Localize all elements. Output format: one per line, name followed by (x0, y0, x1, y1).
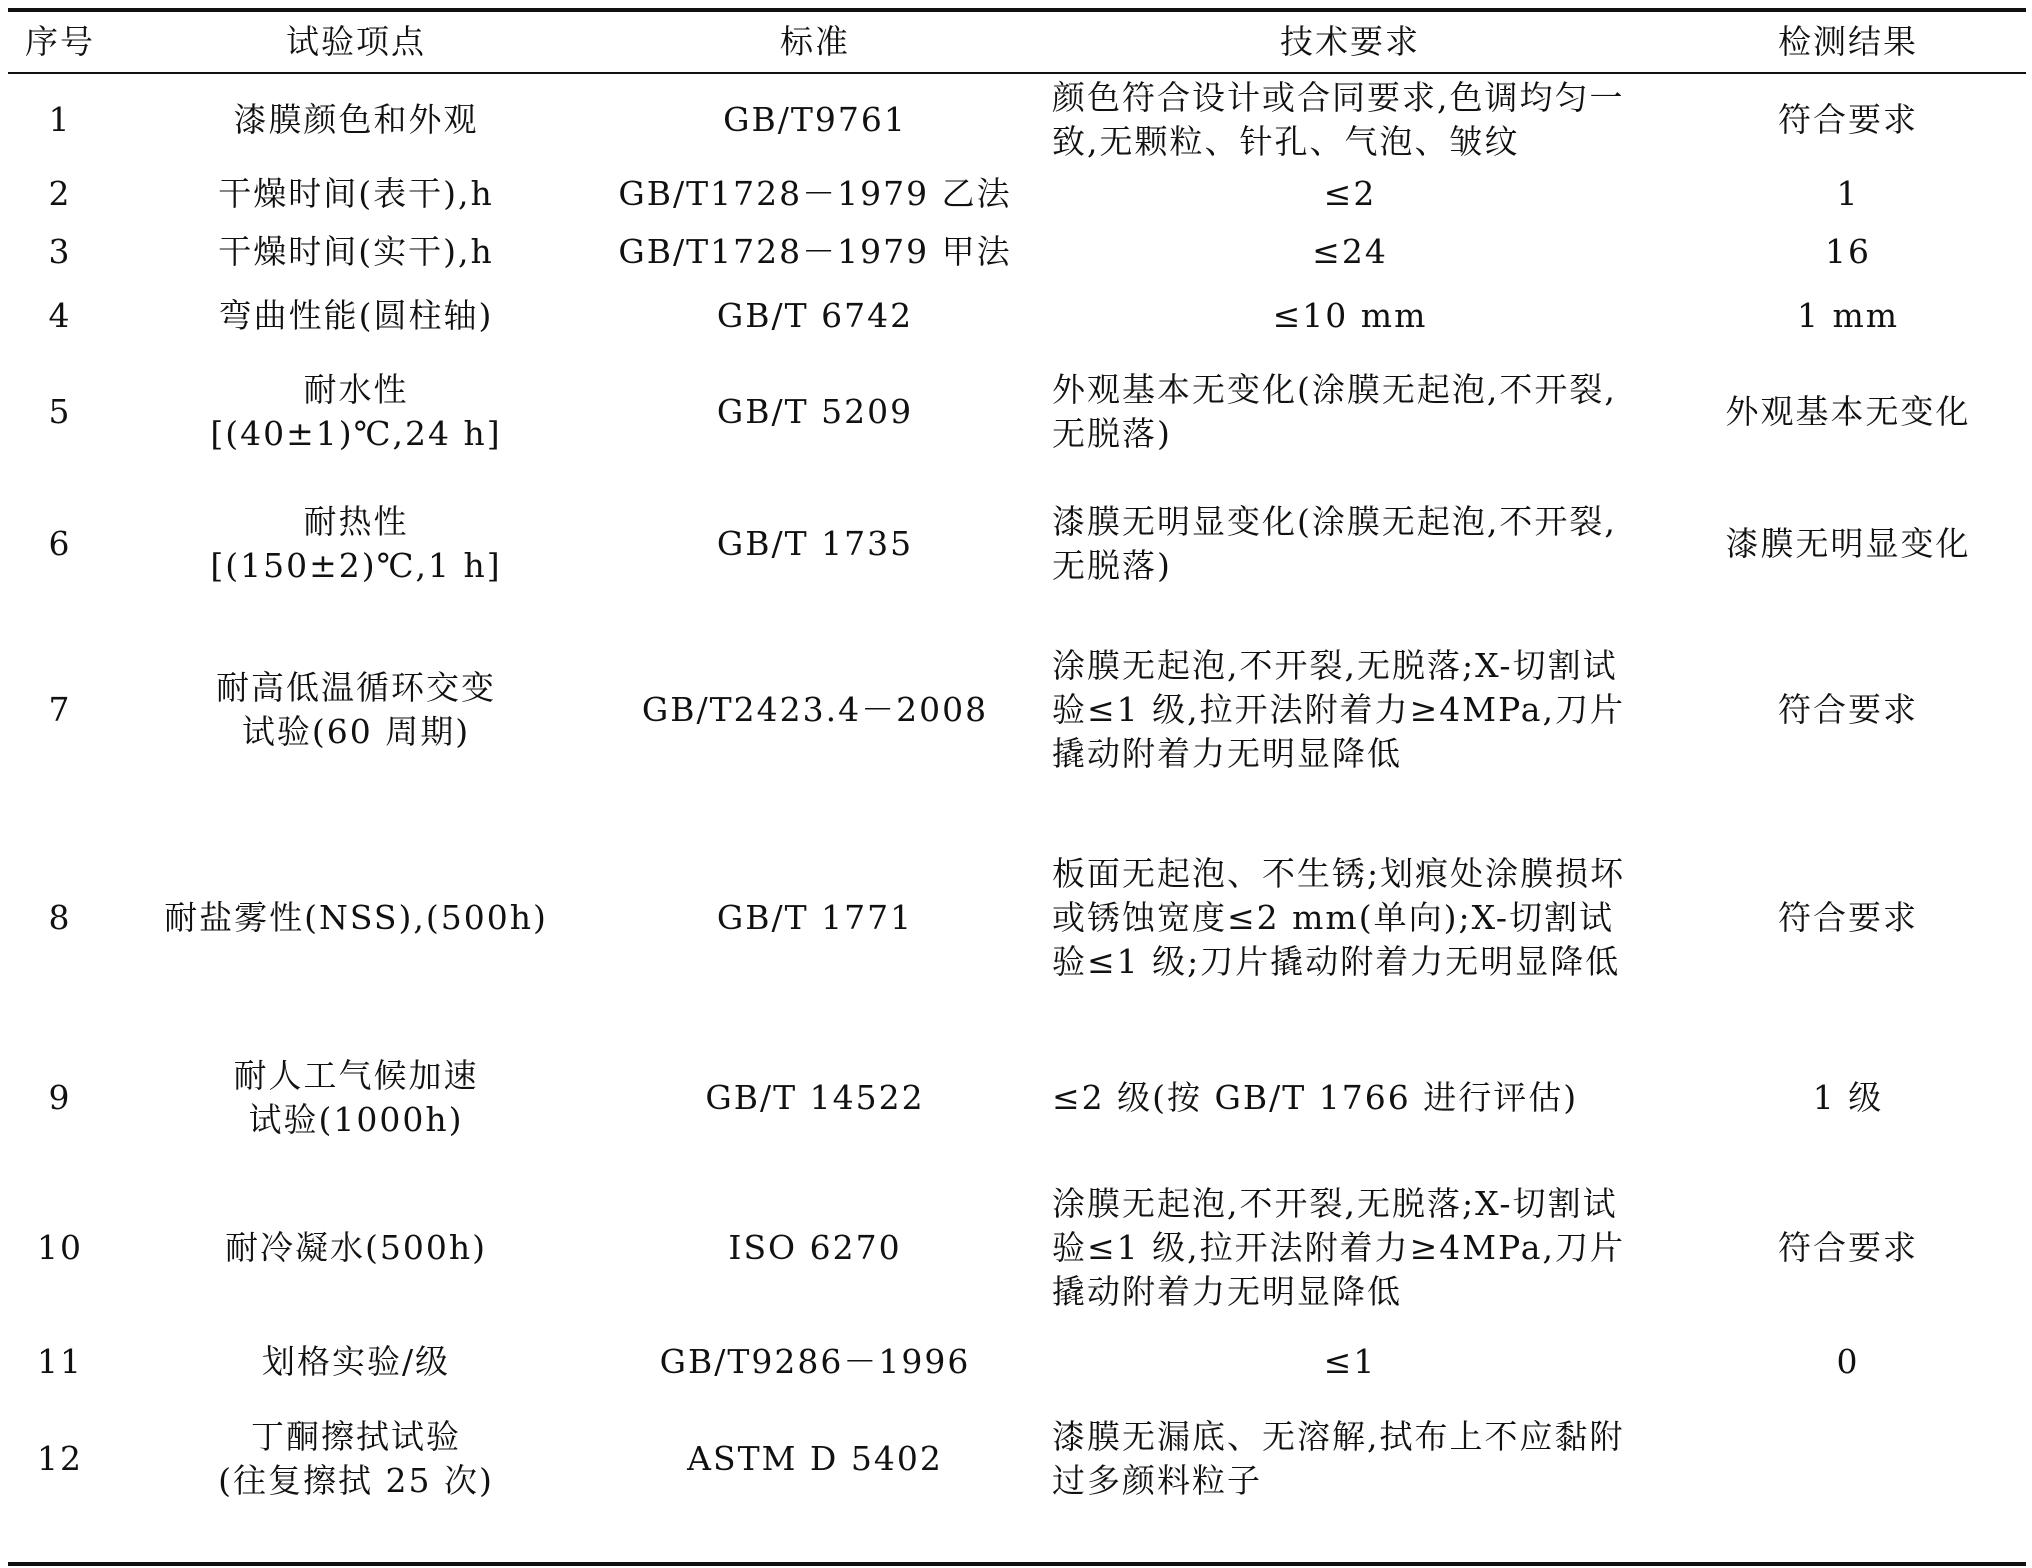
cell-standard-text: GB/T 1771 (716, 898, 914, 937)
cell-test-item (112, 1328, 600, 1396)
cell-test-result-text: 符合要求 (1778, 898, 1918, 937)
cell-test-result (1670, 1168, 2026, 1328)
cell-technical-requirement-line: 漆膜无漏底、无溶解,拭布上不应黏附 (1052, 1417, 1625, 1456)
cell-serial-number-text: 12 (37, 1439, 83, 1478)
cell-serial-number (8, 348, 112, 476)
cell-test-item (112, 808, 600, 1028)
cell-serial-number (8, 1168, 112, 1328)
cell-standard-text: ASTM D 5402 (687, 1439, 943, 1478)
cell-standard (600, 1396, 1030, 1522)
cell-test-result (1670, 284, 2026, 348)
cell-technical-requirement (1030, 168, 1670, 220)
cell-serial-number-text: 5 (48, 392, 72, 431)
cell-serial-number (8, 612, 112, 808)
cell-technical-requirement-line: 无脱落) (1052, 414, 1172, 453)
table-row (8, 808, 2026, 1028)
cell-test-result-text: 0 (1836, 1342, 1860, 1381)
cell-standard (600, 168, 1030, 220)
cell-test-item (112, 476, 600, 612)
cell-test-result-text: 符合要求 (1778, 690, 1918, 729)
cell-test-item (112, 612, 600, 808)
table-header-row (8, 12, 2026, 72)
table-row (8, 72, 2026, 168)
cell-test-result-text: 1 mm (1796, 296, 1900, 335)
cell-test-item-line: 干燥时间(实干),h (218, 232, 494, 271)
cell-technical-requirement-line: ≤10 mm (1272, 296, 1428, 335)
cell-test-result-text: 漆膜无明显变化 (1725, 524, 1971, 563)
cell-test-result-text: 1 (1836, 174, 1860, 213)
header-technical-requirement: 技术要求 (1280, 22, 1420, 61)
cell-test-result-text: 16 (1825, 232, 1871, 271)
cell-standard-text: GB/T2423.4－2008 (641, 690, 989, 729)
cell-standard (600, 476, 1030, 612)
cell-test-item-line: [(40±1)℃,24 h] (210, 414, 502, 453)
cell-standard-text: ISO 6270 (728, 1228, 902, 1267)
cell-technical-requirement (1030, 220, 1670, 284)
cell-serial-number-text: 8 (48, 898, 72, 937)
cell-technical-requirement-line: ≤24 (1312, 232, 1388, 271)
cell-test-item (112, 1028, 600, 1168)
cell-test-item-line: 干燥时间(表干),h (218, 174, 494, 213)
table-row (8, 220, 2026, 284)
cell-standard-text: GB/T9286－1996 (659, 1342, 971, 1381)
table-row (8, 1396, 2026, 1522)
cell-standard (600, 1168, 1030, 1328)
cell-standard-text: GB/T9761 (723, 100, 907, 139)
cell-test-item-line: 耐热性 (303, 502, 409, 541)
cell-test-item (112, 168, 600, 220)
header-standard: 标准 (780, 22, 850, 61)
cell-standard (600, 1028, 1030, 1168)
cell-technical-requirement (1030, 284, 1670, 348)
cell-technical-requirement-line: 板面无起泡、不生锈;划痕处涂膜损坏 (1052, 854, 1626, 893)
cell-test-result-text: 1 级 (1812, 1078, 1884, 1117)
cell-standard-text: GB/T 5209 (716, 392, 914, 431)
cell-technical-requirement (1030, 1168, 1670, 1328)
header-test-item: 试验项点 (286, 22, 426, 61)
cell-test-item-line: 耐高低温循环交变 (216, 668, 496, 707)
cell-serial-number (8, 476, 112, 612)
cell-technical-requirement (1030, 1328, 1670, 1396)
table-row (8, 1168, 2026, 1328)
cell-standard (600, 72, 1030, 168)
cell-standard (600, 284, 1030, 348)
cell-serial-number (8, 72, 112, 168)
table-bottom-rule (8, 1562, 2026, 1566)
cell-standard (600, 348, 1030, 476)
cell-test-item (112, 284, 600, 348)
cell-test-result (1670, 72, 2026, 168)
cell-technical-requirement-line: 过多颜料粒子 (1052, 1461, 1262, 1500)
table-row (8, 1328, 2026, 1396)
cell-test-result (1670, 1328, 2026, 1396)
cell-technical-requirement (1030, 808, 1670, 1028)
cell-technical-requirement-line: 漆膜无明显变化(涂膜无起泡,不开裂, (1052, 502, 1617, 541)
cell-serial-number (8, 1028, 112, 1168)
cell-serial-number (8, 1396, 112, 1522)
cell-technical-requirement-line: 外观基本无变化(涂膜无起泡,不开裂, (1052, 370, 1617, 409)
cell-test-item (112, 1396, 600, 1522)
cell-standard (600, 612, 1030, 808)
cell-technical-requirement-line: 涂膜无起泡,不开裂,无脱落;X-切割试 (1052, 1184, 1618, 1223)
cell-standard-text: GB/T 14522 (705, 1078, 925, 1117)
cell-serial-number (8, 1328, 112, 1396)
cell-test-item (112, 1168, 600, 1328)
table-body (8, 72, 2026, 1522)
cell-standard (600, 220, 1030, 284)
cell-serial-number-text: 10 (37, 1228, 83, 1267)
cell-serial-number-text: 3 (48, 232, 72, 271)
cell-technical-requirement-line: 撬动附着力无明显降低 (1052, 734, 1402, 773)
cell-technical-requirement-line: ≤2 级(按 GB/T 1766 进行评估) (1052, 1078, 1579, 1117)
cell-test-item-line: (往复擦拭 25 次) (218, 1461, 494, 1500)
cell-technical-requirement (1030, 1028, 1670, 1168)
cell-test-item-line: [(150±2)℃,1 h] (210, 546, 502, 585)
cell-serial-number (8, 284, 112, 348)
cell-standard-text: GB/T 6742 (716, 296, 914, 335)
cell-test-result (1670, 348, 2026, 476)
cell-technical-requirement (1030, 612, 1670, 808)
cell-test-result-text: 符合要求 (1778, 1228, 1918, 1267)
cell-technical-requirement-line: 验≤1 级,拉开法附着力≥4MPa,刀片 (1052, 1228, 1625, 1267)
cell-technical-requirement-line: 验≤1 级;刀片撬动附着力无明显降低 (1052, 942, 1621, 981)
cell-test-result-text: 外观基本无变化 (1725, 392, 1971, 431)
cell-test-item (112, 348, 600, 476)
table-row (8, 1028, 2026, 1168)
cell-serial-number-text: 2 (48, 174, 72, 213)
cell-serial-number (8, 220, 112, 284)
cell-test-item-line: 耐人工气候加速 (233, 1056, 479, 1095)
cell-technical-requirement-line: 致,无颗粒、针孔、气泡、皱纹 (1052, 122, 1520, 161)
cell-technical-requirement-line: 验≤1 级,拉开法附着力≥4MPa,刀片 (1052, 690, 1625, 729)
cell-test-result (1670, 1028, 2026, 1168)
cell-serial-number (8, 808, 112, 1028)
cell-test-item-line: 漆膜颜色和外观 (233, 100, 479, 139)
cell-test-result (1670, 808, 2026, 1028)
cell-test-result (1670, 612, 2026, 808)
cell-technical-requirement (1030, 72, 1670, 168)
cell-test-item-line: 划格实验/级 (261, 1342, 451, 1381)
cell-technical-requirement-line: ≤1 (1323, 1342, 1377, 1381)
table-row (8, 168, 2026, 220)
cell-technical-requirement-line: 或锈蚀宽度≤2 mm(单向);X-切割试 (1052, 898, 1615, 937)
cell-test-item-line: 耐冷凝水(500h) (225, 1228, 487, 1267)
cell-serial-number-text: 6 (48, 524, 72, 563)
cell-serial-number-text: 4 (48, 296, 72, 335)
cell-technical-requirement (1030, 476, 1670, 612)
test-results-table (8, 12, 2026, 1522)
cell-serial-number-text: 9 (48, 1078, 72, 1117)
table-row (8, 284, 2026, 348)
cell-serial-number (8, 168, 112, 220)
table-row (8, 348, 2026, 476)
header-test-result: 检测结果 (1778, 22, 1918, 61)
cell-standard (600, 1328, 1030, 1396)
cell-test-item-line: 耐水性 (303, 370, 409, 409)
cell-serial-number-text: 7 (48, 690, 72, 729)
cell-standard-text: GB/T1728－1979 甲法 (618, 232, 1012, 271)
cell-test-item (112, 72, 600, 168)
header-serial-number: 序号 (25, 22, 95, 61)
cell-technical-requirement-line: 颜色符合设计或合同要求,色调均匀一 (1052, 78, 1625, 117)
cell-standard (600, 808, 1030, 1028)
cell-technical-requirement-line: 涂膜无起泡,不开裂,无脱落;X-切割试 (1052, 646, 1618, 685)
cell-technical-requirement (1030, 348, 1670, 476)
cell-test-item-line: 弯曲性能(圆柱轴) (218, 296, 494, 335)
cell-test-result (1670, 476, 2026, 612)
cell-technical-requirement (1030, 1396, 1670, 1522)
cell-test-item (112, 220, 600, 284)
table-row (8, 612, 2026, 808)
cell-test-result (1670, 1396, 2026, 1522)
cell-test-result-text: 符合要求 (1778, 100, 1918, 139)
cell-technical-requirement-line: 撬动附着力无明显降低 (1052, 1272, 1402, 1311)
table-row (8, 476, 2026, 612)
cell-test-result (1670, 220, 2026, 284)
cell-serial-number-text: 11 (37, 1342, 83, 1381)
cell-test-item-line: 试验(1000h) (248, 1100, 464, 1139)
cell-technical-requirement-line: 无脱落) (1052, 546, 1172, 585)
cell-standard-text: GB/T 1735 (716, 524, 914, 563)
cell-test-item-line: 耐盐雾性(NSS),(500h) (164, 898, 548, 937)
cell-technical-requirement-line: ≤2 (1323, 174, 1377, 213)
cell-test-result (1670, 168, 2026, 220)
cell-test-item-line: 丁酮擦拭试验 (251, 1417, 461, 1456)
cell-standard-text: GB/T1728－1979 乙法 (618, 174, 1012, 213)
cell-serial-number-text: 1 (48, 100, 72, 139)
cell-test-item-line: 试验(60 周期) (241, 712, 471, 751)
